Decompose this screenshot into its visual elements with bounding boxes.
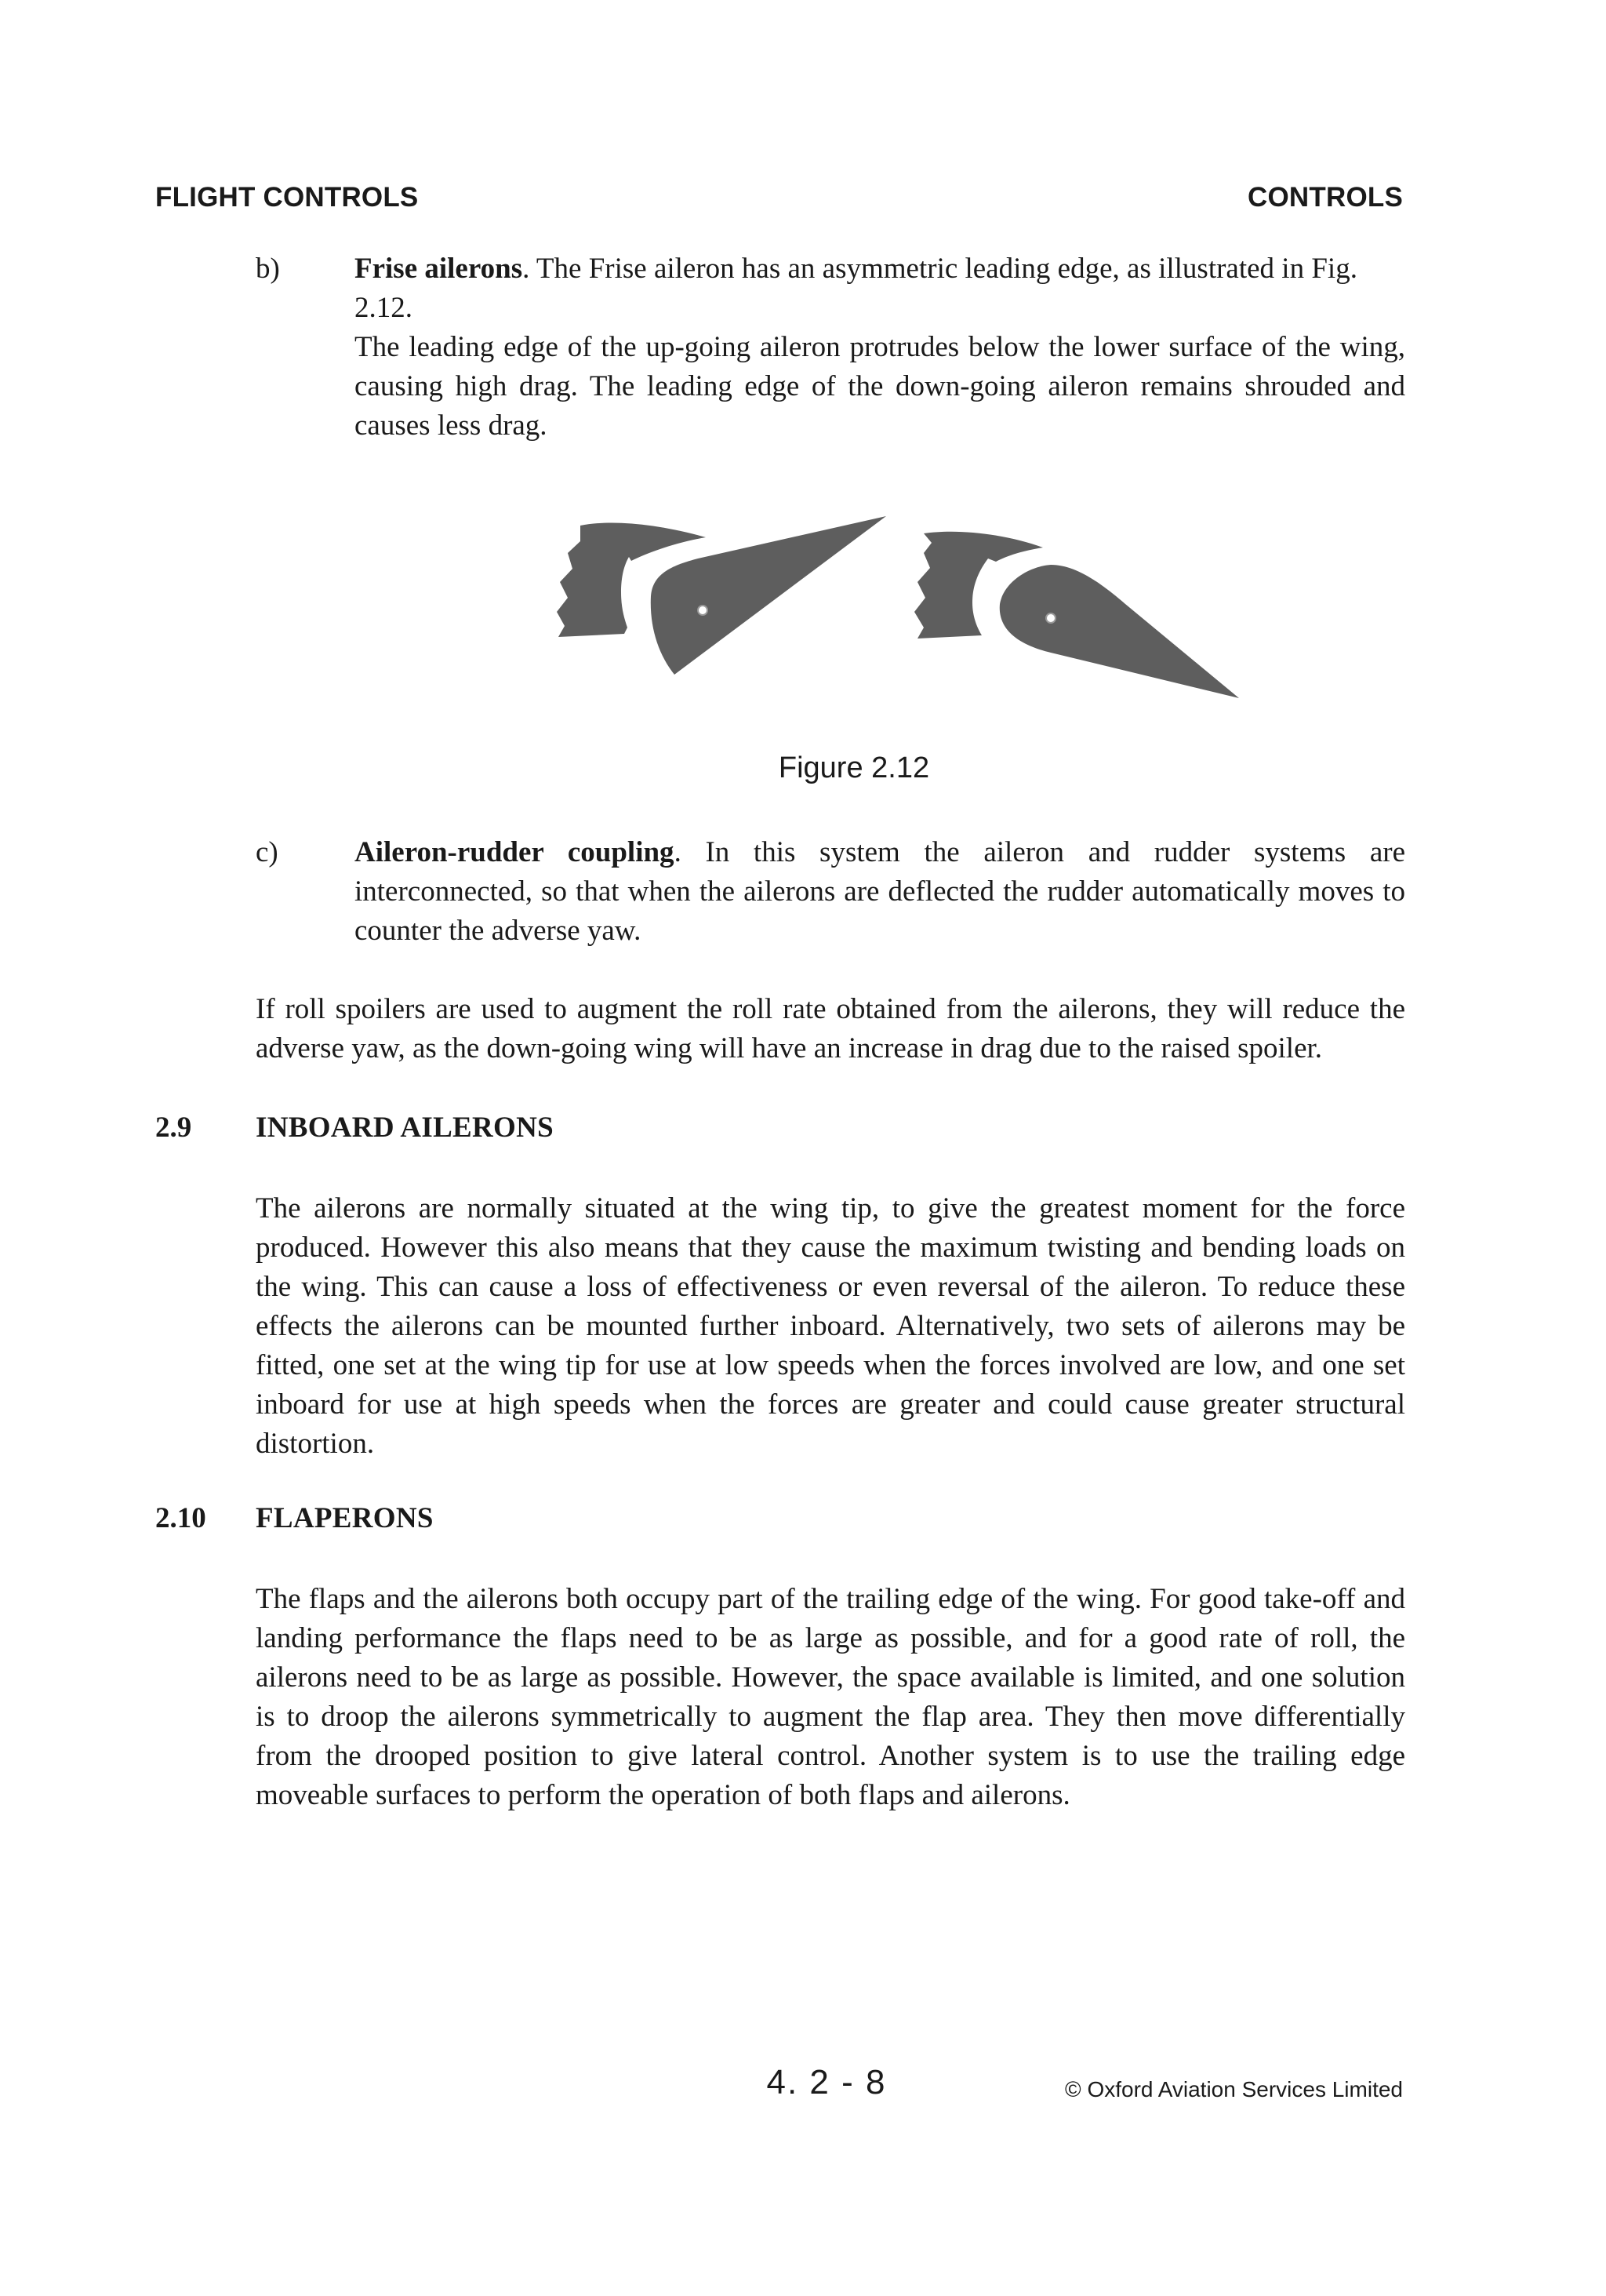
item-c-label: c) bbox=[256, 836, 278, 868]
section-2-10-title: FLAPERONS bbox=[256, 1502, 434, 1534]
item-b-paragraph: The leading edge of the up-going aileron protrudes below the lower surface of the wing, causing high drag. The leading edge of the down-going aileron remains shrouded and causes less drag. bbox=[354, 331, 1405, 442]
section-2-10-number: 2.10 bbox=[155, 1502, 206, 1534]
item-b-label: b) bbox=[256, 253, 280, 285]
item-b-term: Frise ailerons bbox=[354, 253, 523, 285]
section-2-9-body: The ailerons are normally situated at the wing tip, to give the greatest moment for the force produced. However this also means that they cause the maximum twisting and bending loads on the wing. This can cause a loss of effectiveness or even reversal of the aileron. To reduce these effects the ailerons can be mounted further inboard. Alternatively, two sets of ailerons may be fitted, one set at the wing tip for use at low speeds when the forces involved are low, and one set inboard for use at high speeds when the forces are greater and could cause greater structural distortion. bbox=[256, 1192, 1405, 1460]
right-hinge-point bbox=[1046, 613, 1056, 623]
copyright-notice: © Oxford Aviation Services Limited bbox=[1065, 2077, 1403, 2101]
right-aileron-up bbox=[1000, 565, 1239, 698]
section-2-9-number: 2.9 bbox=[155, 1112, 192, 1144]
section-2-10-body: The flaps and the ailerons both occupy part of the trailing edge of the wing. For good take-off and landing performance the flaps need to be as large as possible, and for a good rate of roll, the ailerons need to be as large as possible. However, the space available is limited, and one solution is to droop the ailerons symmetrically to augment the flap area. They then move differentially from the drooped position to give lateral control. Another system is to use the trailing edge moveable surfaces to perform the operation of both flaps and ailerons. bbox=[256, 1583, 1405, 1811]
figure-caption bbox=[0, 751, 1606, 785]
left-hinge-point bbox=[698, 606, 707, 615]
item-c-paragraph bbox=[354, 833, 1405, 951]
page-number-text: 4. 2 - 8 bbox=[766, 2063, 887, 2101]
item-b-line2: 2.12. bbox=[354, 292, 412, 324]
item-b-line1 bbox=[354, 249, 1405, 289]
running-header-right: CONTROLS bbox=[1248, 182, 1403, 213]
item-c-term: Aileron-rudder coupling bbox=[354, 836, 674, 868]
frise-aileron-diagram bbox=[549, 510, 1255, 714]
spoiler-paragraph: If roll spoilers are used to augment the roll rate obtained from the ailerons, they will reduce the adverse yaw, as the down-going wing will have an increase in drag due to the raised spoiler. bbox=[256, 993, 1405, 1064]
item-c-text: . In this system the aileron and rudder systems are interconnected, so that when the ailerons are deflected the rudder automatically moves to counter the adverse yaw. bbox=[354, 836, 1405, 947]
figure-caption-text: Figure 2.12 bbox=[778, 751, 930, 784]
running-header-left: FLIGHT CONTROLS bbox=[155, 182, 419, 213]
right-aileron-shape bbox=[1000, 565, 1239, 698]
item-b-line1-text: . The Frise aileron has an asymmetric leading edge, as illustrated in Fig. bbox=[522, 253, 1357, 285]
section-2-9-title: INBOARD AILERONS bbox=[256, 1112, 554, 1144]
